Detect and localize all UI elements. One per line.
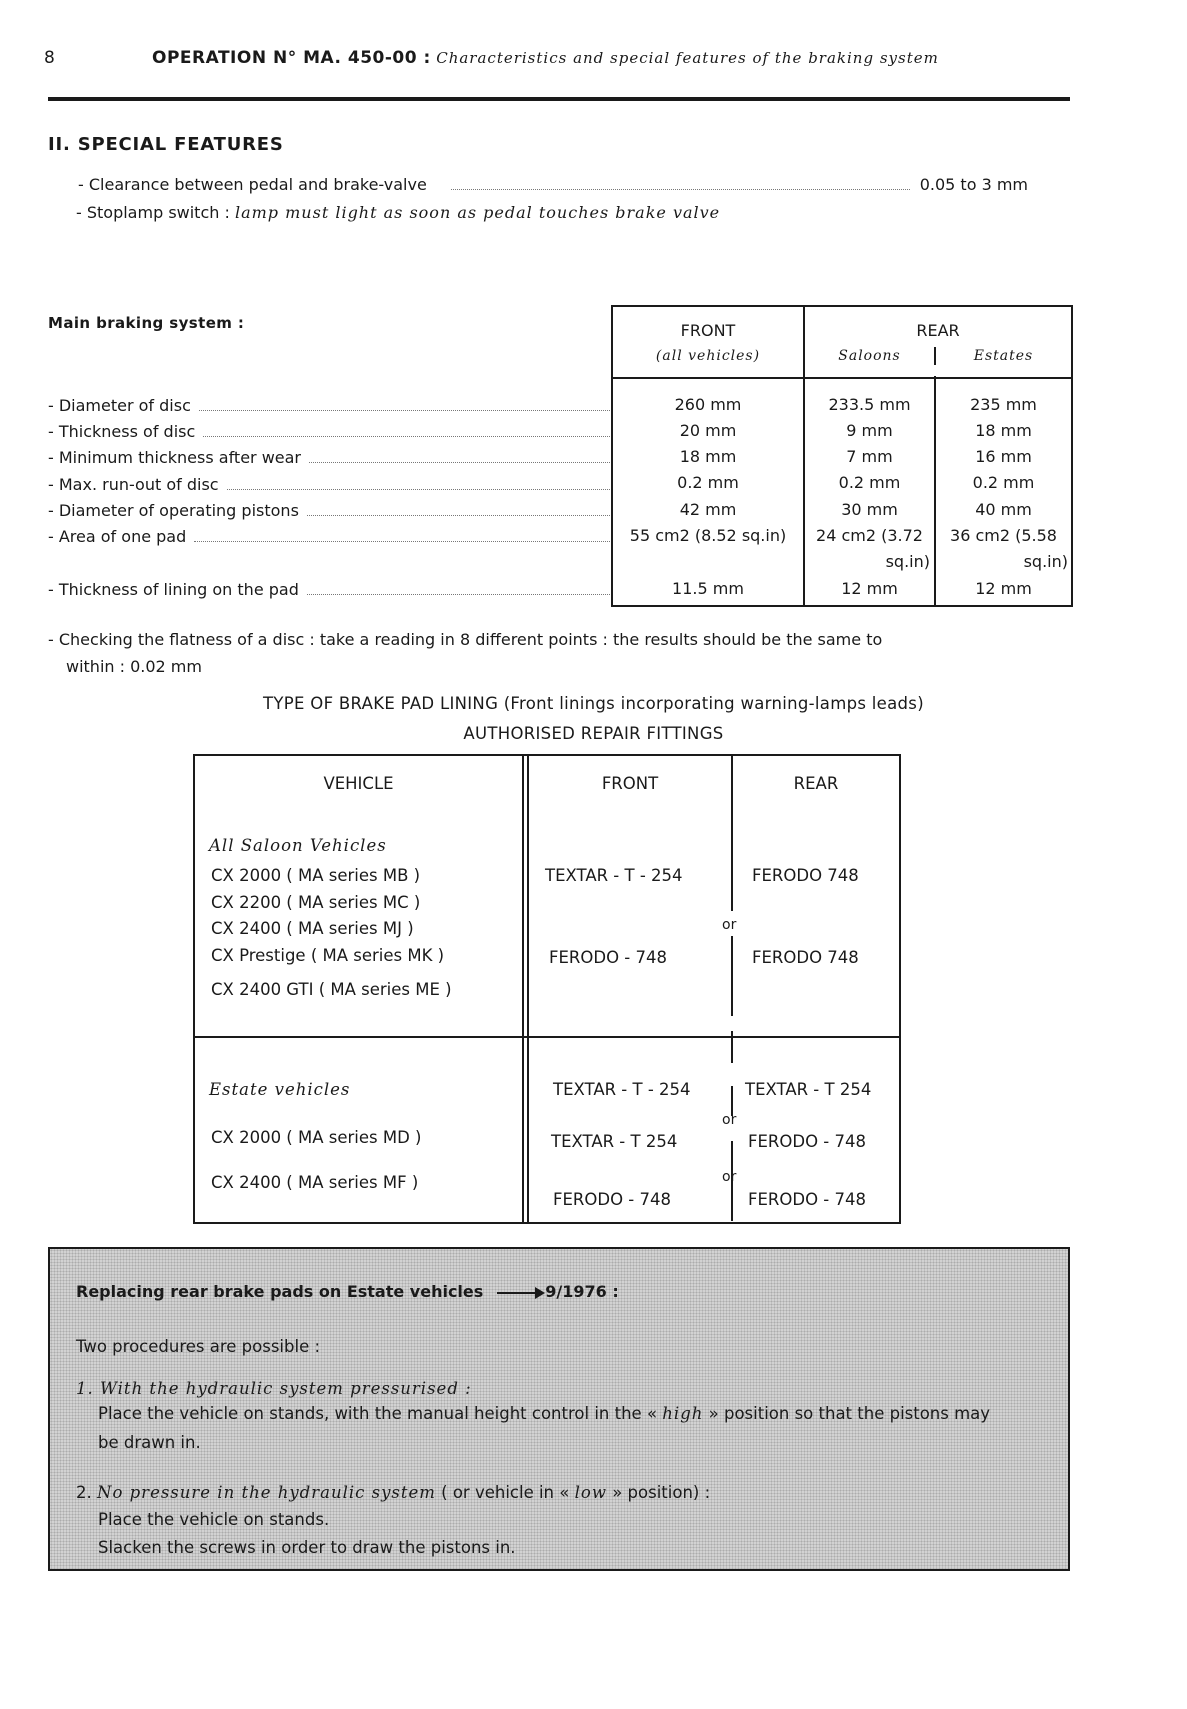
estate-rear-2: FERODO - 748 — [748, 1132, 866, 1151]
estate-front-1: TEXTAR - T - 254 — [553, 1080, 691, 1099]
procedure-1-line2: be drawn in. — [98, 1433, 201, 1452]
front-value: 18 mm — [679, 447, 737, 466]
saloon-vehicle: CX 2200 ( MA series MC ) — [211, 893, 421, 912]
saloon-rear-1: FERODO 748 — [752, 866, 859, 885]
col-front: FRONT — [601, 774, 659, 793]
saloon-rear-2: FERODO 748 — [752, 948, 859, 967]
clearance-value: 0.05 to 3 mm — [919, 175, 1028, 194]
operation-subject: Characteristics and special features of the braking system — [436, 49, 939, 67]
saloons-value: 12 mm — [841, 579, 898, 598]
estate-front-2: TEXTAR - T 254 — [551, 1132, 678, 1151]
pad-lining-table — [193, 754, 901, 1224]
estate-rear-1: TEXTAR - T 254 — [745, 1080, 872, 1099]
estate-front-3: FERODO - 748 — [553, 1190, 671, 1209]
estate-rear-3: FERODO - 748 — [748, 1190, 866, 1209]
front-value: 11.5 mm — [672, 579, 744, 598]
estates-value: 36 cm2 (5.58 — [950, 526, 1057, 545]
front-value: 20 mm — [679, 421, 737, 440]
or-label: or — [722, 1112, 737, 1128]
stoplamp-value: lamp must light as soon as pedal touches brake valve — [234, 203, 721, 222]
saloon-vehicle: CX 2400 GTI ( MA series ME ) — [211, 980, 452, 999]
spec-row-label: - Max. run-out of disc — [48, 475, 612, 494]
box-heading: Replacing rear brake pads on Estate vehicles 9/1976 : — [76, 1282, 619, 1301]
clearance-line — [78, 175, 1028, 194]
section-title: II. SPECIAL FEATURES — [48, 134, 284, 155]
spec-row-label: - Minimum thickness after wear — [48, 448, 612, 467]
procedure-1-title: 1. With the hydraulic system pressurised : — [76, 1379, 472, 1398]
estates-value: 40 mm — [975, 500, 1032, 519]
leader-dots — [451, 189, 910, 190]
flatness-note-line1: - Checking the flatness of a disc : take a reading in 8 different points : the results should be the same to — [48, 630, 883, 649]
saloons-value: 30 mm — [841, 500, 898, 519]
flatness-note-line2: within : 0.02 mm — [66, 657, 202, 676]
col-front-sub: (all vehicles) — [655, 348, 761, 364]
procedure-2-line1: Place the vehicle on stands. — [98, 1510, 330, 1529]
saloon-front-2: FERODO - 748 — [549, 948, 667, 967]
estate-procedure-box — [48, 1247, 1070, 1571]
spec-row-label: - Thickness of lining on the pad — [48, 580, 612, 599]
estates-value: 235 mm — [970, 395, 1037, 414]
saloon-heading: All Saloon Vehicles — [209, 836, 387, 855]
col-front: FRONT — [680, 321, 736, 340]
saloon-front-1: TEXTAR - T - 254 — [545, 866, 683, 885]
col-vehicle: VEHICLE — [323, 774, 394, 793]
stoplamp-label: - Stoplamp switch : — [76, 203, 230, 222]
estate-heading: Estate vehicles — [209, 1080, 351, 1099]
spec-row-label: - Diameter of operating pistons — [48, 501, 612, 520]
clearance-label: - Clearance between pedal and brake-valve — [78, 175, 427, 194]
front-value: 55 cm2 (8.52 sq.in) — [629, 526, 787, 545]
saloons-value: 0.2 mm — [838, 473, 901, 492]
page-header — [152, 48, 939, 68]
saloons-value: 24 cm2 (3.72 — [816, 526, 923, 545]
saloon-vehicle: CX 2000 ( MA series MB ) — [211, 866, 421, 885]
saloon-vehicle: CX Prestige ( MA series MK ) — [211, 946, 445, 965]
stoplamp-line — [76, 203, 720, 222]
estates-value: 16 mm — [975, 447, 1032, 466]
braking-spec-table — [611, 305, 1073, 607]
col-saloons: Saloons — [838, 348, 901, 364]
col-estates: Estates — [973, 348, 1034, 364]
spec-row-label: - Thickness of disc — [48, 422, 612, 441]
saloons-value: 7 mm — [846, 447, 893, 466]
pad-lining-title: TYPE OF BRAKE PAD LINING (Front linings incorporating warning-lamps leads) — [263, 694, 924, 713]
main-braking-label: Main braking system : — [48, 314, 245, 332]
or-label: or — [722, 1169, 737, 1185]
saloon-vehicle: CX 2400 ( MA series MJ ) — [211, 919, 414, 938]
spec-row-label: - Area of one pad — [48, 527, 612, 546]
estates-value-cont: sq.in) — [1023, 552, 1068, 571]
front-value: 42 mm — [679, 500, 737, 519]
spec-row-label: - Diameter of disc — [48, 396, 612, 415]
col-rear: REAR — [916, 321, 960, 340]
procedure-2-title: 2. No pressure in the hydraulic system ( or vehicle in « low » position) : — [76, 1483, 711, 1502]
saloons-value-cont: sq.in) — [885, 552, 930, 571]
estates-value: 0.2 mm — [972, 473, 1035, 492]
or-label: or — [722, 917, 737, 933]
arrow-icon — [497, 1292, 543, 1294]
procedure-1-line1: Place the vehicle on stands, with the manual height control in the « high » position so that the pistons may — [98, 1404, 991, 1423]
saloons-value: 9 mm — [846, 421, 893, 440]
saloons-value: 233.5 mm — [828, 395, 911, 414]
box-intro: Two procedures are possible : — [76, 1337, 321, 1356]
page-number: 8 — [44, 48, 55, 68]
header-rule — [48, 97, 1070, 101]
front-value: 0.2 mm — [677, 473, 739, 492]
pad-lining-subtitle: AUTHORISED REPAIR FITTINGS — [463, 724, 724, 743]
col-rear: REAR — [793, 774, 839, 793]
estates-value: 12 mm — [975, 579, 1032, 598]
estate-vehicle: CX 2400 ( MA series MF ) — [211, 1173, 419, 1192]
estates-value: 18 mm — [975, 421, 1032, 440]
operation-number: OPERATION N° MA. 450-00 : — [152, 48, 431, 68]
estate-vehicle: CX 2000 ( MA series MD ) — [211, 1128, 422, 1147]
procedure-2-line2: Slacken the screws in order to draw the pistons in. — [98, 1538, 516, 1557]
front-value: 260 mm — [674, 395, 742, 414]
